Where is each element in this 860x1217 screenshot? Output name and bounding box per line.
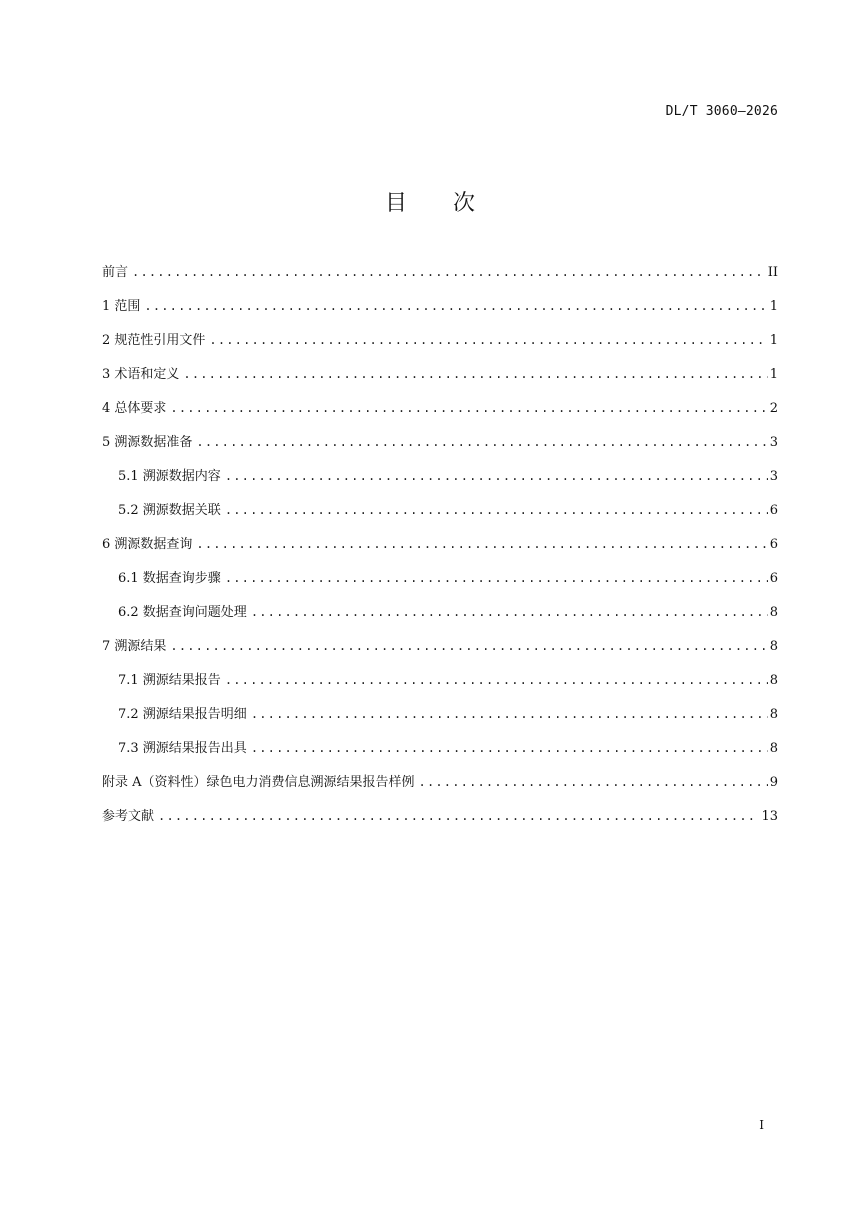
toc-entry-label: 5.1 溯源数据内容 <box>118 469 221 484</box>
toc-leader-dots <box>132 262 766 282</box>
toc-entry-data-preparation[interactable] <box>102 432 778 466</box>
toc-entry-page: 8 <box>769 639 778 654</box>
toc-entry-trace-results[interactable] <box>102 636 778 670</box>
toc-entry-label: 5.2 溯源数据关联 <box>118 503 221 518</box>
toc-entry-foreword[interactable] <box>102 262 778 296</box>
toc-entry-label: 7.3 溯源结果报告出具 <box>118 741 247 756</box>
toc-entry-result-report[interactable] <box>102 670 778 704</box>
toc-entry-page: II <box>767 265 778 280</box>
toc-entry-normative-references[interactable] <box>102 330 778 364</box>
toc-leader-dots <box>225 500 768 520</box>
toc-leader-dots <box>225 568 768 588</box>
toc-entry-label: 7.1 溯源结果报告 <box>118 673 221 688</box>
toc-entry-general-requirements[interactable] <box>102 398 778 432</box>
toc-entry-page: 2 <box>769 401 778 416</box>
toc-entry-page: 1 <box>769 333 778 348</box>
toc-entry-page: 6 <box>769 537 778 552</box>
toc-leader-dots <box>196 432 767 452</box>
toc-leader-dots <box>225 466 768 486</box>
toc-entry-label: 6.1 数据查询步骤 <box>118 571 221 586</box>
toc-entry-label: 6 溯源数据查询 <box>102 537 193 552</box>
toc-leader-dots <box>209 330 767 350</box>
page-number: I <box>759 1118 764 1132</box>
toc-entry-label: 1 范围 <box>102 299 141 314</box>
toc-entry-data-association[interactable] <box>102 500 778 534</box>
toc-entry-label: 3 术语和定义 <box>102 367 180 382</box>
toc-leader-dots <box>196 534 767 554</box>
toc-entry-label: 附录 A（资料性）绿色电力消费信息溯源结果报告样例 <box>102 775 415 790</box>
toc-leader-dots <box>144 296 767 316</box>
toc-leader-dots <box>183 364 767 384</box>
toc-entry-data-content[interactable] <box>102 466 778 500</box>
toc-leader-dots <box>170 636 767 656</box>
toc-entry-page: 8 <box>769 707 778 722</box>
toc-entry-scope[interactable] <box>102 296 778 330</box>
toc-entry-label: 2 规范性引用文件 <box>102 333 206 348</box>
toc-leader-dots <box>251 602 768 622</box>
toc-entry-report-issuance[interactable] <box>102 738 778 772</box>
toc-leader-dots <box>419 772 768 792</box>
toc-entry-terms-definitions[interactable] <box>102 364 778 398</box>
toc-leader-dots <box>170 398 767 418</box>
toc-entry-page: 6 <box>769 503 778 518</box>
toc-entry-page: 1 <box>769 299 778 314</box>
document-code: DL/T 3060—2026 <box>665 104 778 119</box>
toc-entry-page: 8 <box>769 605 778 620</box>
toc-entry-data-query[interactable] <box>102 534 778 568</box>
toc-title-char-1: 目 <box>384 191 407 216</box>
toc-entry-page: 3 <box>769 435 778 450</box>
toc-entry-appendix-a[interactable] <box>102 772 778 806</box>
toc-entry-label: 7.2 溯源结果报告明细 <box>118 707 247 722</box>
toc-entry-label: 4 总体要求 <box>102 401 167 416</box>
toc-entry-page: 1 <box>769 367 778 382</box>
toc-entry-query-issues[interactable] <box>102 602 778 636</box>
toc-entry-page: 8 <box>769 673 778 688</box>
toc-leader-dots <box>251 704 768 724</box>
toc-entry-label: 前言 <box>102 265 129 280</box>
toc-title <box>0 186 860 217</box>
toc-entry-page: 3 <box>769 469 778 484</box>
toc-entry-page: 13 <box>761 809 778 824</box>
toc-entry-query-steps[interactable] <box>102 568 778 602</box>
toc-entry-page: 9 <box>769 775 778 790</box>
toc-title-char-2: 次 <box>453 191 476 216</box>
toc-list <box>102 262 778 840</box>
toc-entry-page: 8 <box>769 741 778 756</box>
toc-leader-dots <box>158 806 759 826</box>
toc-entry-label: 6.2 数据查询问题处理 <box>118 605 247 620</box>
toc-entry-label: 参考文献 <box>102 809 155 824</box>
toc-leader-dots <box>251 738 768 758</box>
toc-entry-label: 5 溯源数据准备 <box>102 435 193 450</box>
toc-leader-dots <box>225 670 768 690</box>
toc-entry-report-details[interactable] <box>102 704 778 738</box>
toc-entry-bibliography[interactable] <box>102 806 778 840</box>
toc-entry-page: 6 <box>769 571 778 586</box>
toc-entry-label: 7 溯源结果 <box>102 639 167 654</box>
